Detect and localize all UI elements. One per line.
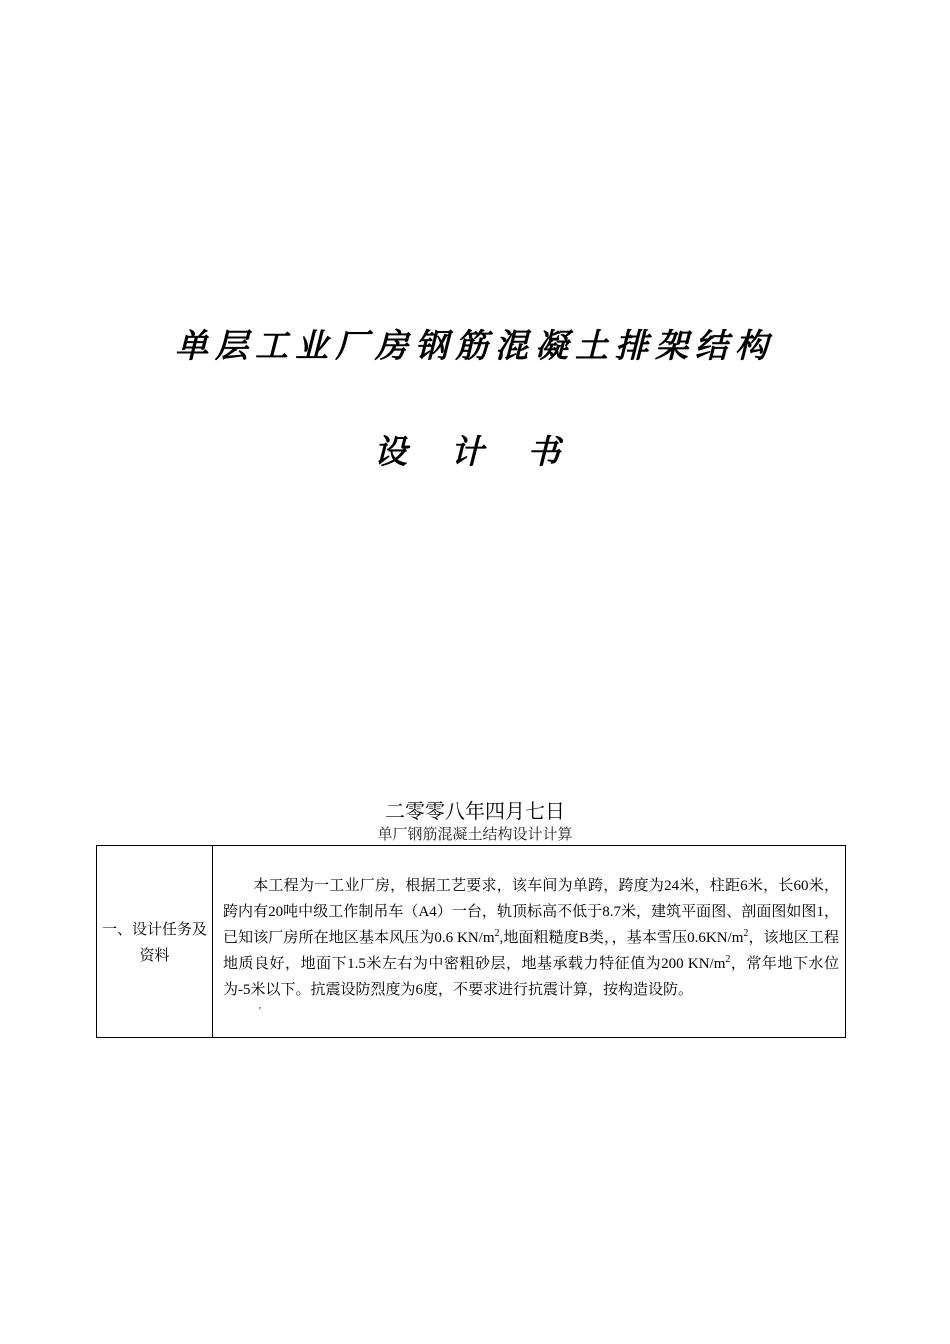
superscript: 2	[494, 927, 500, 939]
task-label: 一、设计任务及资料	[101, 919, 207, 964]
task-text-part3: ，该地区工程地质良好，地面下1.5米左右为中密粗砂层，地基承载力特征值为200 KN/m	[223, 929, 839, 972]
document-subtitle: 设 计 书	[374, 432, 576, 471]
superscript: 2	[743, 927, 749, 939]
document-title: 单层工业厂房钢筋混凝土排架结构	[175, 326, 775, 365]
page-header: 单厂钢筋混凝土结构设计计算	[377, 825, 573, 843]
table-row	[97, 846, 846, 1038]
task-content-cell	[213, 846, 846, 1038]
task-text-part2: ,地面粗糙度B类，，基本雪压0.6KN/m	[499, 929, 744, 946]
stray-mark: '	[259, 1005, 261, 1017]
task-text-part1: 本工程为一工业厂房，根据工艺要求，该车间为单跨，跨度为24米，柱距6米，长60米，跨内有20吨中级工作制吊车（A4）一台，轨顶标高不低于8.7米，建筑平面图、剖面图如图1，已知该厂房所在地区基本风压为0.6 KN/m	[223, 877, 839, 946]
task-label-cell	[97, 846, 213, 1038]
design-task-table	[96, 845, 846, 1038]
document-date: 二零零八年四月七日	[385, 799, 565, 823]
superscript: 2	[725, 953, 731, 965]
task-text-part4: ，常年地下水位为-5米以下。抗震设防烈度为6度，不要求进行抗震计算，按构造设防。	[223, 955, 839, 998]
